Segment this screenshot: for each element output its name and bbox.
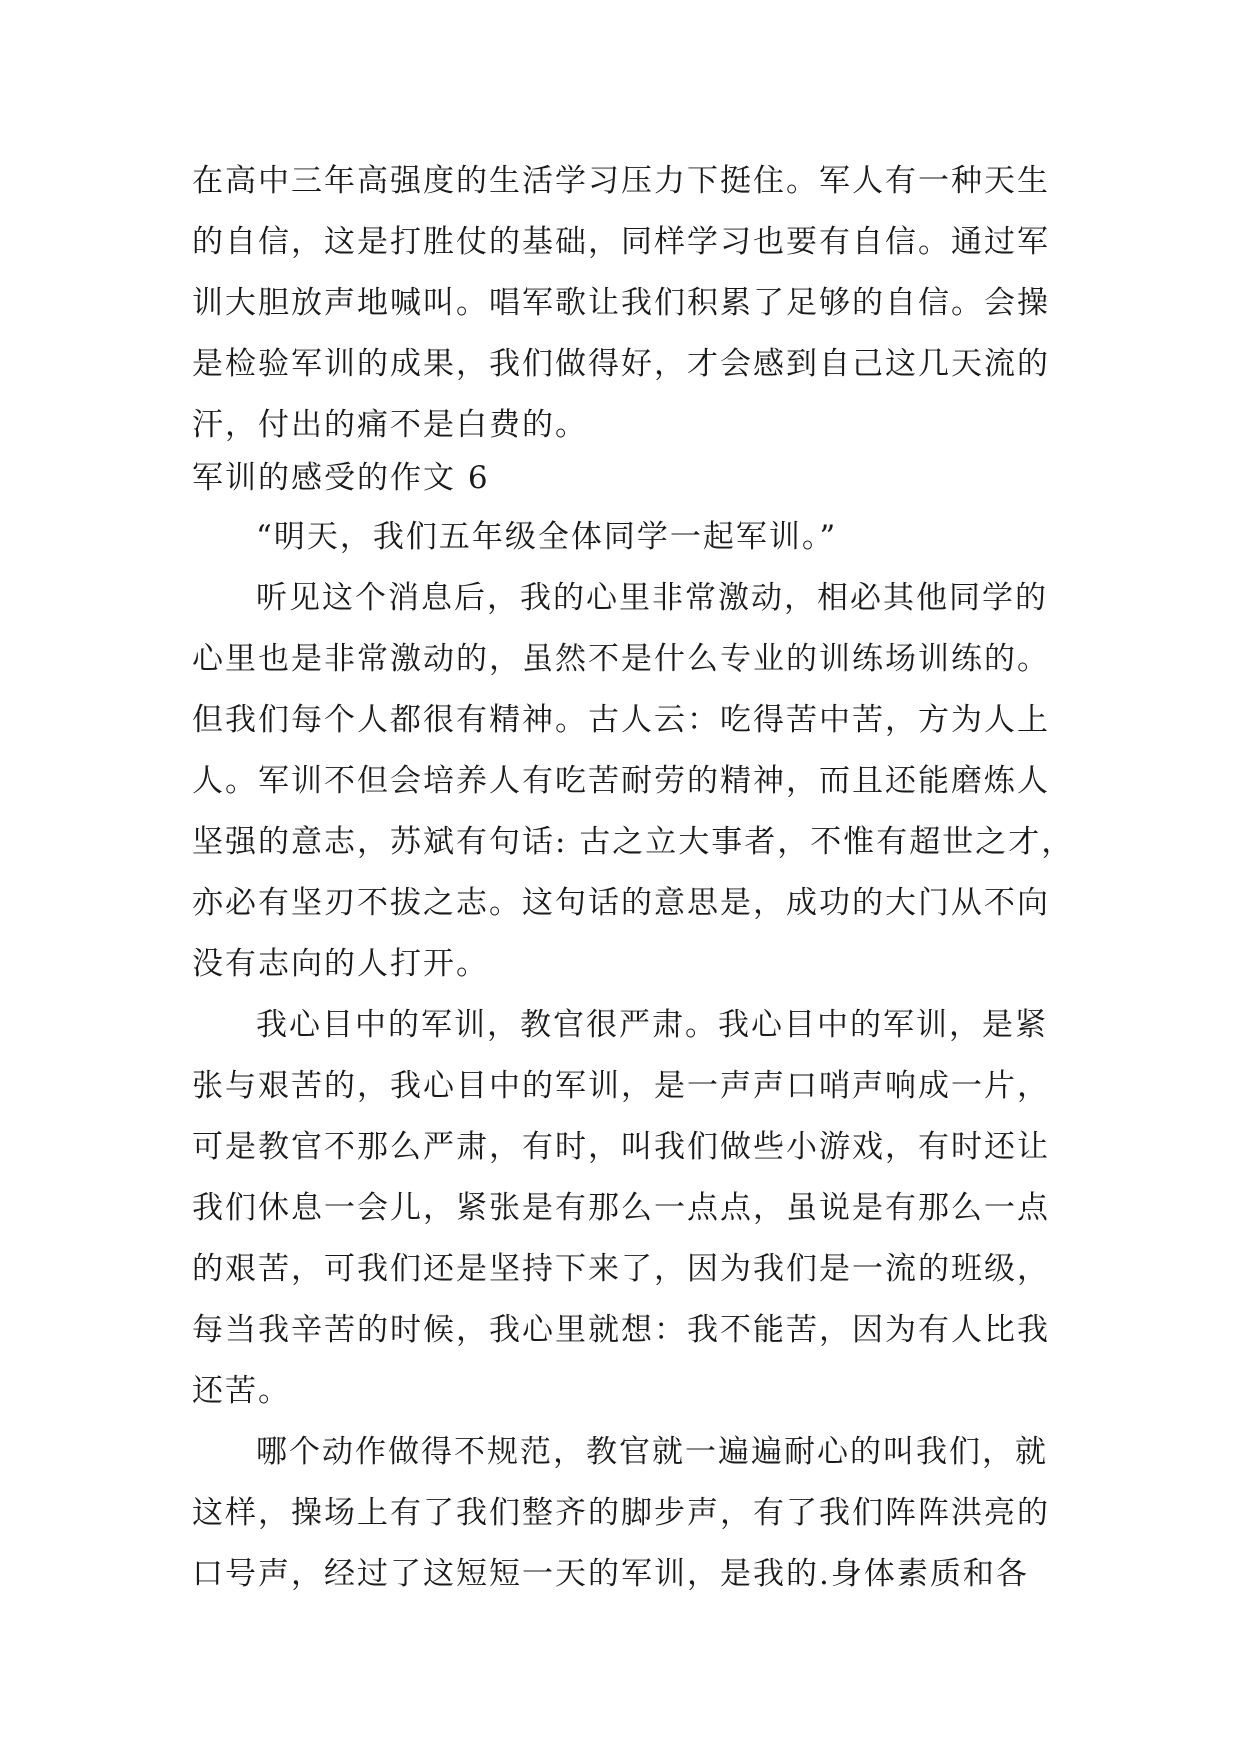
text-line: 坚强的意志，苏斌有句话: 古之立大事者，不惟有超世之才， [192, 824, 1075, 860]
text-line: 在高中三年高强度的生活学习压力下挺住。军人有一种天生 [192, 163, 1050, 199]
quote-line: “明天，我们五年级全体同学一起军训。” [256, 519, 838, 555]
text-line: 听见这个消息后，我的心里非常激动，相必其他同学的 [256, 580, 1048, 616]
text-line: 汗，付出的痛不是白费的。 [192, 407, 588, 443]
document-body [192, 162, 1075, 1593]
text-line: 口号声，经过了这短短一天的军训，是我的.身体素质和各 [192, 1556, 1029, 1592]
text-line: 可是教官不那么严肃，有时，叫我们做些小游戏，有时还让 [192, 1129, 1050, 1165]
text-line: 还苦。 [192, 1373, 291, 1409]
text-line: 亦必有坚刃不拔之志。这句话的意思是，成功的大门从不向 [192, 885, 1050, 921]
text-line: 这样，操场上有了我们整齐的脚步声，有了我们阵阵洪亮的 [192, 1495, 1050, 1531]
text-line: 的艰苦，可我们还是坚持下来了，因为我们是一流的班级， [192, 1251, 1050, 1287]
text-line: 是检验军训的成果，我们做得好，才会感到自己这几天流的 [192, 346, 1050, 382]
text-line: 每当我辛苦的时候，我心里就想：我不能苦，因为有人比我 [192, 1312, 1050, 1348]
text-line: 的自信，这是打胜仗的基础，同样学习也要有自信。通过军 [192, 224, 1050, 260]
text-line: 没有志向的人打开。 [192, 946, 489, 982]
text-line: 训大胆放声地喊叫。唱军歌让我们积累了足够的自信。会操 [192, 285, 1050, 321]
text-line: 但我们每个人都很有精神。古人云：吃得苦中苦，方为人上 [192, 702, 1050, 738]
text-line: 张与艰苦的，我心目中的军训，是一声声口哨声响成一片， [192, 1068, 1050, 1104]
text-line: 人。军训不但会培养人有吃苦耐劳的精神，而且还能磨炼人 [192, 763, 1050, 799]
text-line: 哪个动作做得不规范，教官就一遍遍耐心的叫我们，就 [256, 1434, 1048, 1470]
section-heading: 军训的感受的作文 6 [192, 460, 490, 496]
text-line: 我们休息一会儿，紧张是有那么一点点，虽说是有那么一点 [192, 1190, 1050, 1226]
text-line: 我心目中的军训，教官很严肃。我心目中的军训，是紧 [256, 1007, 1048, 1043]
text-line: 心里也是非常激动的，虽然不是什么专业的训练场训练的。 [192, 641, 1050, 677]
